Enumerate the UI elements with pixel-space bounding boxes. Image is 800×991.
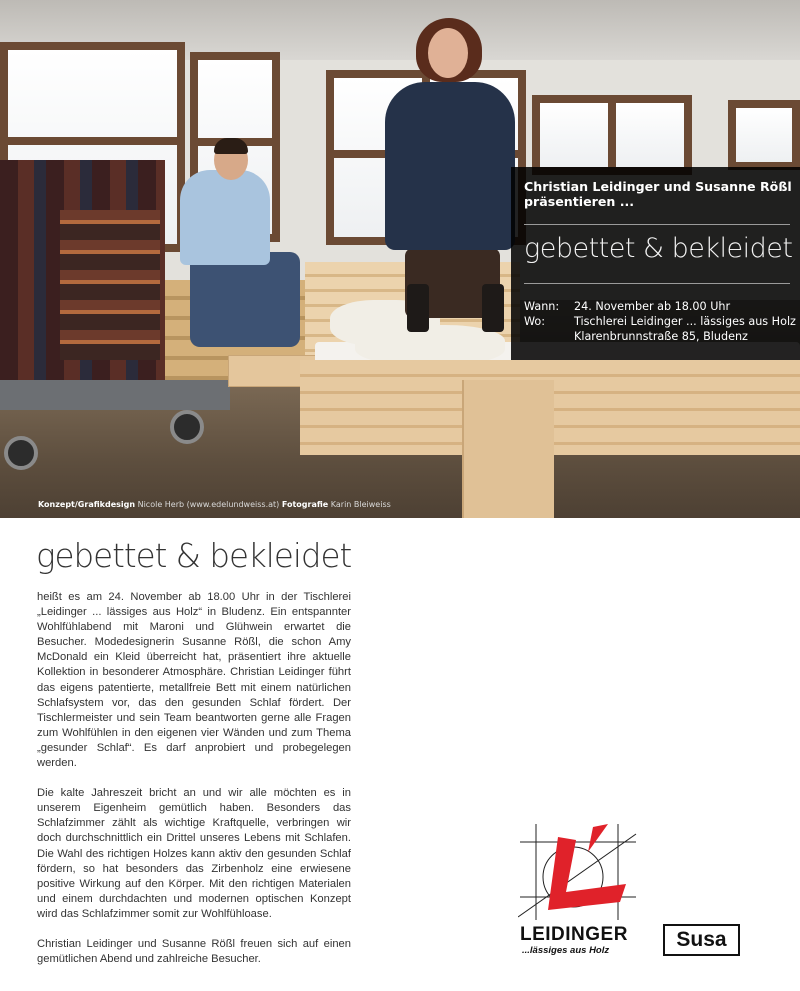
article-paragraph: Christian Leidinger und Susanne Rößl freuen sich auf einen gemütlichen Abend und zahlreiche Besucher. <box>37 937 351 966</box>
striped-garment <box>60 210 160 360</box>
panel-heading: Christian Leidinger und Susanne Rößl präsentieren ... <box>524 179 792 209</box>
article-paragraph: Die kalte Jahreszeit bricht an und wir alle möchten es in unserem Eigenheim gemütlich haben. Besonders das Schlafzimmer zählt als wichtige Kraftquelle, verbringen wir doch durchschnittlich ein Drittel unseres Lebens mit Schlafen. Die Wahl des richtigen Holzes kann aktiv den gesunden Schlaf fördern, so hat besonders das Zirbenholz eine erwiesene positive Wirkung auf den Körper. Mit den richtigen Materialen und einem durchdachten und modernen optischen Konzept wird das Schlafzimmer somit zur Wohlfühloase. <box>37 787 351 920</box>
where-label: Wo: <box>524 315 546 328</box>
article-body <box>37 590 351 982</box>
rolling-cart <box>0 380 230 410</box>
when-value: 24. November ab 18.00 Uhr <box>574 300 731 313</box>
where-row-2 <box>524 329 796 344</box>
window <box>728 100 800 170</box>
divider <box>524 224 790 225</box>
leidinger-logo-mark <box>518 822 638 922</box>
bed-post <box>462 380 554 518</box>
susa-logo: Susa <box>663 924 740 956</box>
where-value-line-2: Klarenbrunnstraße 85, Bludenz <box>574 330 748 343</box>
man-figure-shirt <box>180 170 270 265</box>
credit-concept-name: Nicole Herb (www.edelundweiss.at) <box>137 500 280 509</box>
leidinger-tagline: ...lässiges aus Holz <box>522 945 610 956</box>
woman-figure-dress <box>385 82 515 250</box>
where-row <box>524 314 796 329</box>
cart-wheel <box>4 436 38 470</box>
when-row <box>524 299 796 314</box>
event-info-panel <box>511 167 800 360</box>
boot <box>482 284 504 332</box>
event-details <box>524 299 796 344</box>
photo-credit <box>38 500 391 509</box>
divider <box>524 283 790 284</box>
credit-photo-name: Karin Bleiweiss <box>330 500 391 509</box>
boot <box>407 284 429 332</box>
man-figure-legs <box>190 252 300 347</box>
credit-concept-label: Konzept/Grafikdesign <box>38 500 136 509</box>
where-value-line-1: Tischlerei Leidinger ... lässiges aus Holz <box>574 315 796 328</box>
window <box>532 95 692 175</box>
man-figure-hair <box>214 138 248 154</box>
article-headline: gebettet & bekleidet <box>36 537 352 575</box>
panel-title: gebettet & bekleidet <box>524 233 793 264</box>
when-label: Wann: <box>524 300 560 313</box>
cart-wheel <box>170 410 204 444</box>
woman-figure-head <box>428 28 468 78</box>
leidinger-wordmark: LEIDINGER <box>520 924 628 945</box>
article-paragraph: heißt es am 24. November ab 18.00 Uhr in der Tischlerei „Leidinger ... lässiges aus Holz“ in Bludenz. Ein entspannter Wohlfühlabend mit Maroni und Glühwein erwartet die Besucher. Modedesignerin Susanne Rößl, die schon Amy McDonald ein Kleid überreicht hat, präsentiert ihre aktuelle Kollektion in besonderer Atmosphäre. Christian Leidinger führt das eigens patentierte, metallfreie Bett mit einem natürlichen Schlafsystem vor, das den gesunden Schlaf fördert. Der Tischlermeister und sein Team beantworten gerne alle Fragen zum Wohlfühlen in den eigenen vier Wänden und zum Thema „gesunder Schlaf“. Es darf anprobiert und probegelegen werden. <box>37 591 351 770</box>
credit-photo-label: Fotografie <box>281 500 329 509</box>
